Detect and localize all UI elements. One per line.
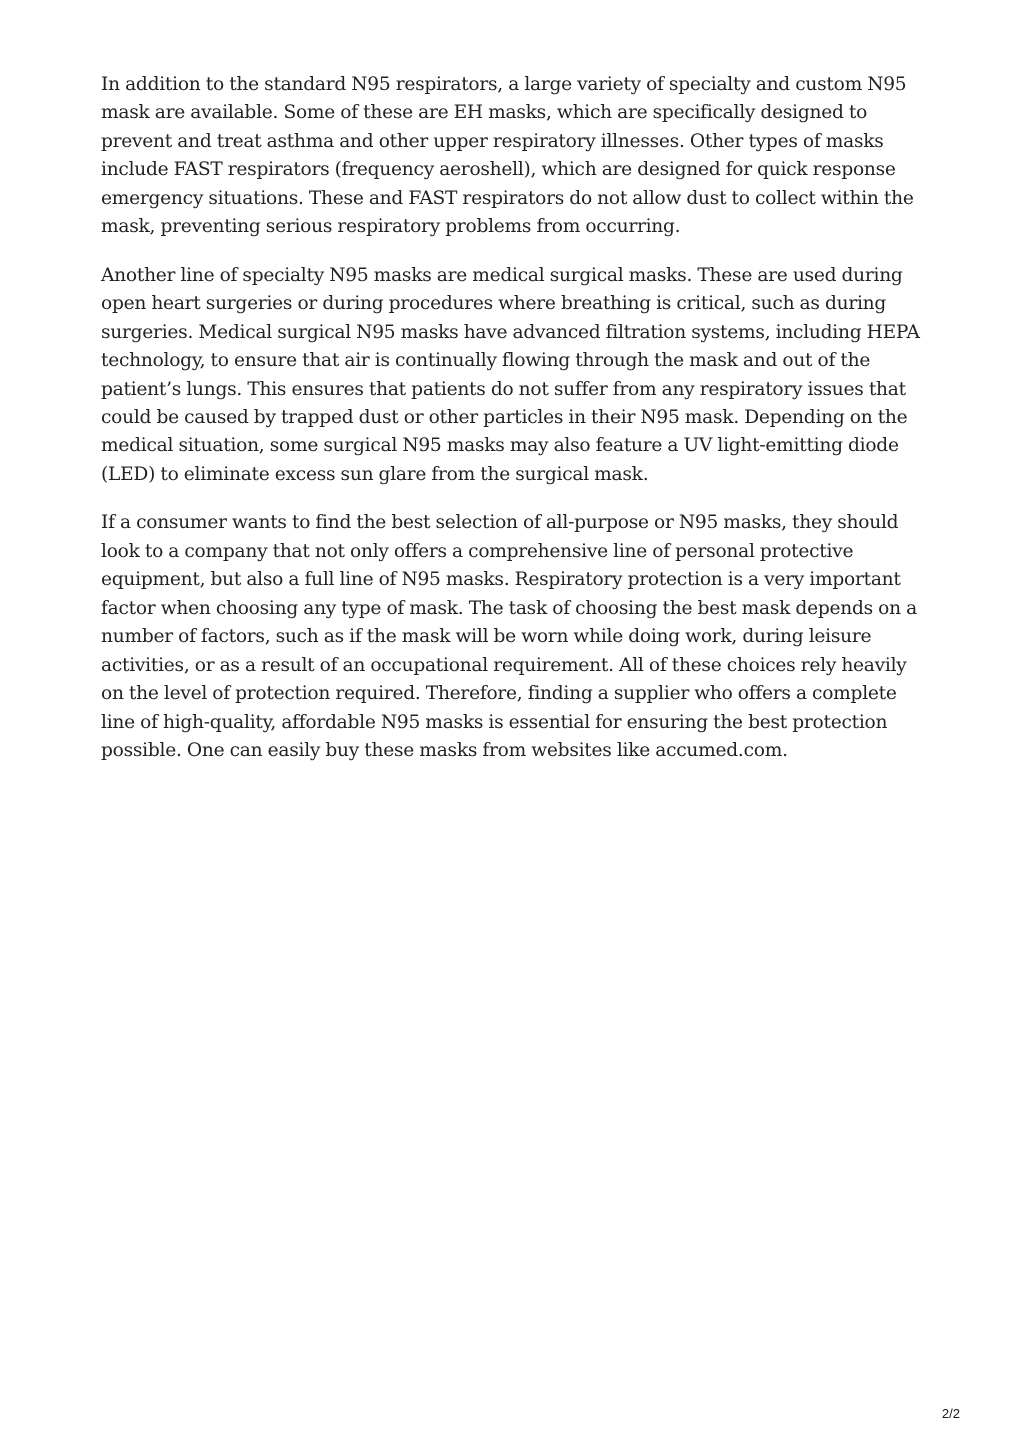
paragraph-specialty-masks: In addition to the standard N95 respirators, a large variety of specialty and custom N95 mask are available. Some of these are EH masks, which are specifically designed to prevent and treat asthma and other upper respiratory illnesses. Other types of masks include FAST respirators (frequency aeroshell), which are designed for quick response emergency situations. These and FAST respirators do not allow dust to collect within the mask, preventing serious respiratory problems from occurring. — [101, 74, 914, 238]
page-number: 2/2 — [941, 1406, 960, 1421]
paragraph-medical-surgical-masks: Another line of specialty N95 masks are medical surgical masks. These are used during open heart surgeries or during procedures where breathing is critical, such as during surgeries. Medical surgical N95 masks have advanced filtration systems, including HEPA technology, to ensure that air is continually flowing through the mask and out of the patient’s lungs. This ensures that patients do not suffer from any respiratory issues that could be caused by trapped dust or other particles in their N95 mask. Depending on the medical situation, some surgical N95 masks may also feature a UV light-emitting diode (LED) to eliminate excess sun glare from the surgical mask. — [101, 264, 920, 485]
paragraph-choosing-supplier: If a consumer wants to find the best selection of all-purpose or N95 masks, they should look to a company that not only offers a comprehensive line of personal protective equipment, but also a full line of N95 masks. Respiratory protection is a very important factor when choosing any type of mask. The task of choosing the best mask depends on a number of factors, such as if the mask will be worn while doing work, during leisure activities, or as a result of an occupational requirement. All of these choices rely heavily on the level of protection required. Therefore, finding a supplier who offers a complete line of high-quality, affordable N95 masks is essential for ensuring the best protection possible. One can easily buy these masks from websites like accumed.com. — [101, 512, 917, 761]
article-body — [101, 71, 923, 785]
